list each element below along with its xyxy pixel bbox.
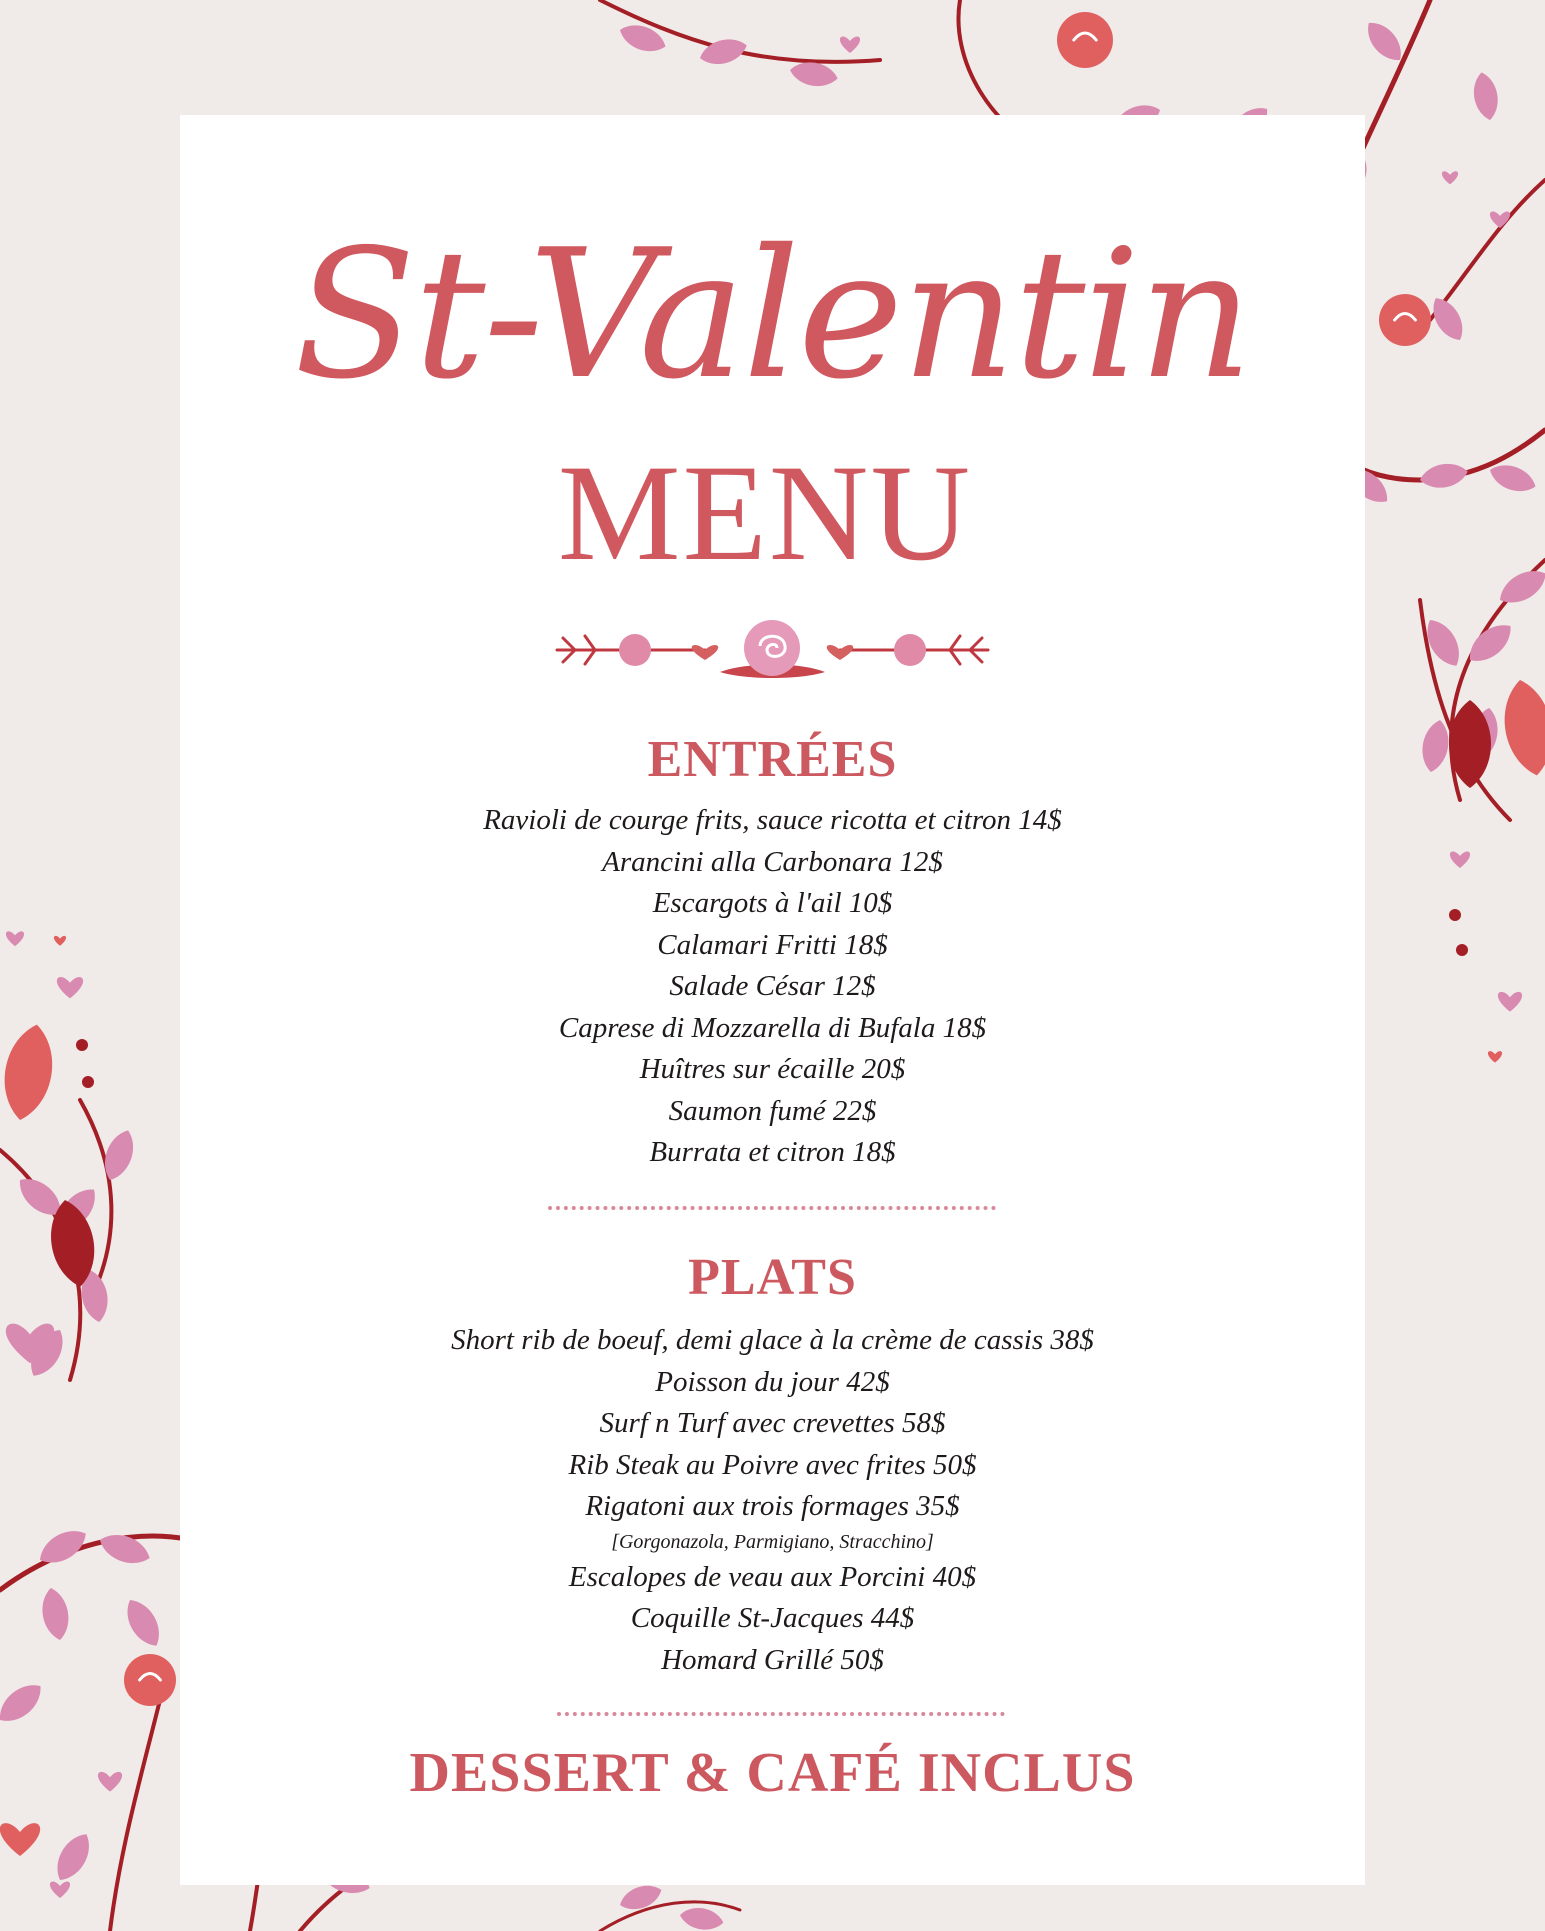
menu-title: MENU [557, 436, 973, 589]
script-title: St-Valentin [294, 211, 1251, 418]
section-entrees [180, 730, 1365, 1174]
menu-item: Arancini alla Carbonara 12$ [602, 845, 943, 878]
menu-item: Calamari Fritti 18$ [657, 928, 888, 961]
menu-item: Burrata et citron 18$ [649, 1136, 896, 1168]
menu-item: Escargots à l'ail 10$ [652, 887, 893, 919]
menu-item: Homard Grillé 50$ [661, 1643, 884, 1676]
menu-item-note: [Gorgonazola, Parmigiano, Stracchino] [611, 1530, 934, 1553]
menu-item: Huîtres sur écaille 20$ [639, 1053, 906, 1085]
menu-item: Rib Steak au Poivre avec frites 50$ [568, 1448, 977, 1481]
entrees-list [180, 800, 1365, 1174]
section-plats [180, 1248, 1365, 1681]
menu-item: Salade César 12$ [669, 970, 876, 1002]
menu-item: Escalopes de veau aux Porcini 40$ [568, 1560, 977, 1593]
menu-item: Rigatoni aux trois formages 35$ [585, 1490, 960, 1522]
section-heading-entrees: ENTRÉES [647, 731, 898, 788]
menu-item: Caprese di Mozzarella di Bufala 18$ [558, 1011, 987, 1044]
menu-item: Poisson du jour 42$ [655, 1365, 890, 1398]
menu-item: Coquille St-Jacques 44$ [630, 1602, 915, 1634]
menu-item: Short rib de boeuf, demi glace à la crème de cassis 38$ [451, 1324, 1094, 1356]
footer-note: DESSERT & CAFÉ INCLUS [409, 1742, 1136, 1804]
menu-item: Surf n Turf avec crevettes 58$ [599, 1407, 946, 1439]
menu-item: Ravioli de courge frits, sauce ricotta et citron 14$ [483, 804, 1062, 836]
section-divider [557, 1712, 1005, 1716]
plats-list [180, 1320, 1365, 1681]
section-heading-plats: PLATS [688, 1249, 857, 1306]
rose-ornament [555, 612, 990, 692]
section-divider [548, 1206, 996, 1210]
menu-item: Saumon fumé 22$ [668, 1094, 877, 1127]
